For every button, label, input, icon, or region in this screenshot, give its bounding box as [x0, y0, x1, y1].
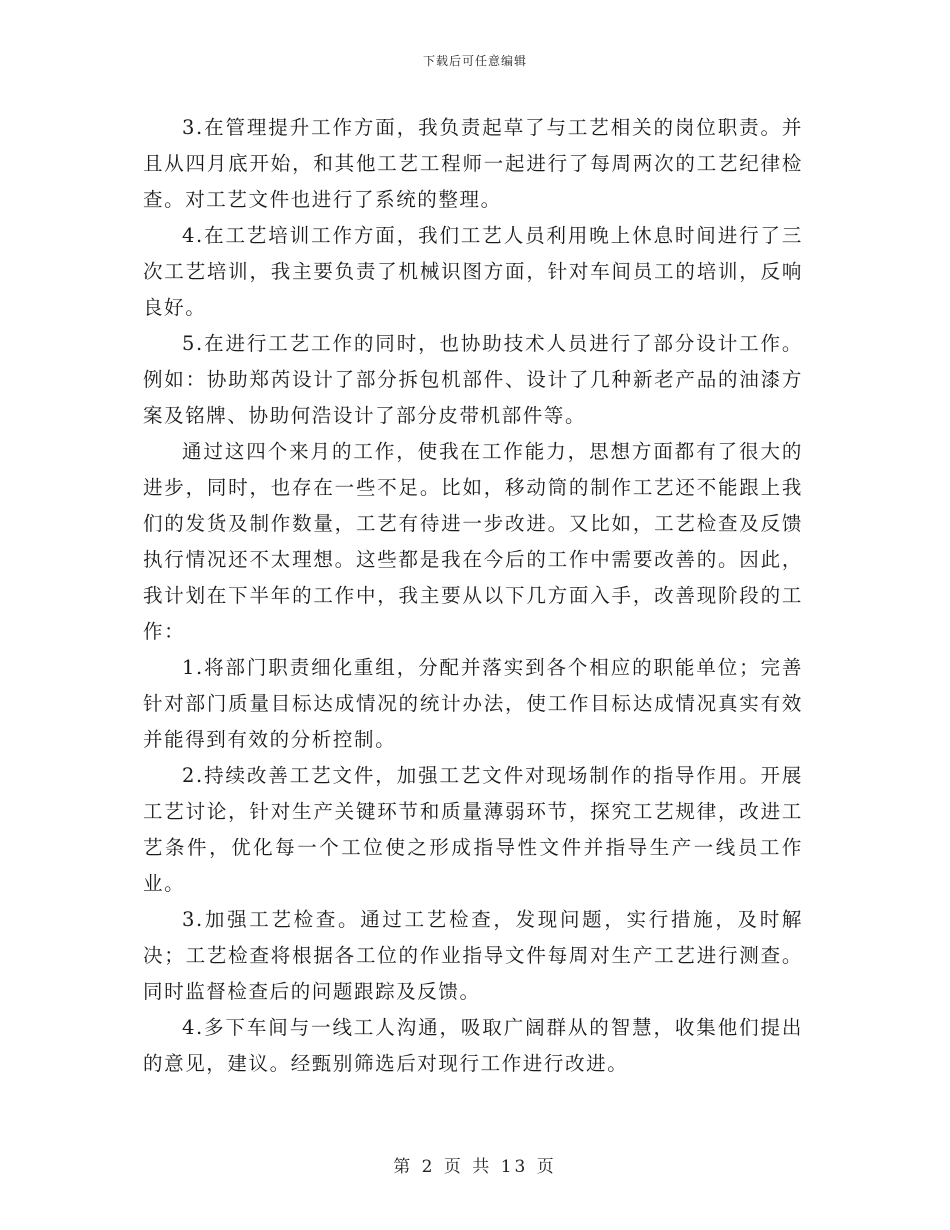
- paragraph-summary: 通过这四个来月的工作，使我在工作能力，思想方面都有了很大的进步，同时，也存在一些不足。比如，移动筒的制作工艺还不能跟上我们的发货及制作数量，工艺有待进一步改进。又比如，工艺检查及反馈执行情况还不太理想。这些都是我在今后的工作中需要改善的。因此，我计划在下半年的工作中，我主要从以下几方面入手，改善现阶段的工作：: [143, 440, 803, 643]
- paragraph-plan-3: 3.加强工艺检查。通过工艺检查，发现问题，实行措施，及时解决；工艺检查将根据各工位的作业指导文件每周对生产工艺进行测查。同时监督检查后的问题跟踪及反馈。: [143, 908, 803, 1003]
- paragraph-item-3: 3.在管理提升工作方面，我负责起草了与工艺相关的岗位职责。并且从四月底开始，和其他工艺工程师一起进行了每周两次的工艺纪律检查。对工艺文件也进行了系统的整理。: [143, 116, 803, 211]
- paragraph-plan-1: 1.将部门职责细化重组，分配并落实到各个相应的职能单位；完善针对部门质量目标达成情况的统计办法，使工作目标达成情况真实有效并能得到有效的分析控制。: [143, 656, 803, 751]
- paragraph-plan-2: 2.持续改善工艺文件，加强工艺文件对现场制作的指导作用。开展工艺讨论，针对生产关键环节和质量薄弱环节，探究工艺规律，改进工艺条件，优化每一个工位使之形成指导性文件并指导生产一线员工作业。: [143, 764, 803, 895]
- paragraph-item-5: 5.在进行工艺工作的同时，也协助技术人员进行了部分设计工作。例如：协助郑芮设计了部分拆包机部件、设计了几种新老产品的油漆方案及铭牌、协助何浩设计了部分皮带机部件等。: [143, 332, 803, 427]
- paragraph-item-4: 4.在工艺培训工作方面，我们工艺人员利用晚上休息时间进行了三次工艺培训，我主要负责了机械识图方面，针对车间员工的培训，反响良好。: [143, 224, 803, 319]
- page-footer: 第 2 页 共 13 页: [393, 1157, 557, 1177]
- page-header: 下载后可任意编辑: [422, 54, 527, 68]
- document-body: [143, 110, 803, 1082]
- paragraph-plan-4: 4.多下车间与一线工人沟通，吸取广阔群从的智慧，收集他们提出的意见，建议。经甄别筛选后对现行工作进行改进。: [143, 1016, 803, 1075]
